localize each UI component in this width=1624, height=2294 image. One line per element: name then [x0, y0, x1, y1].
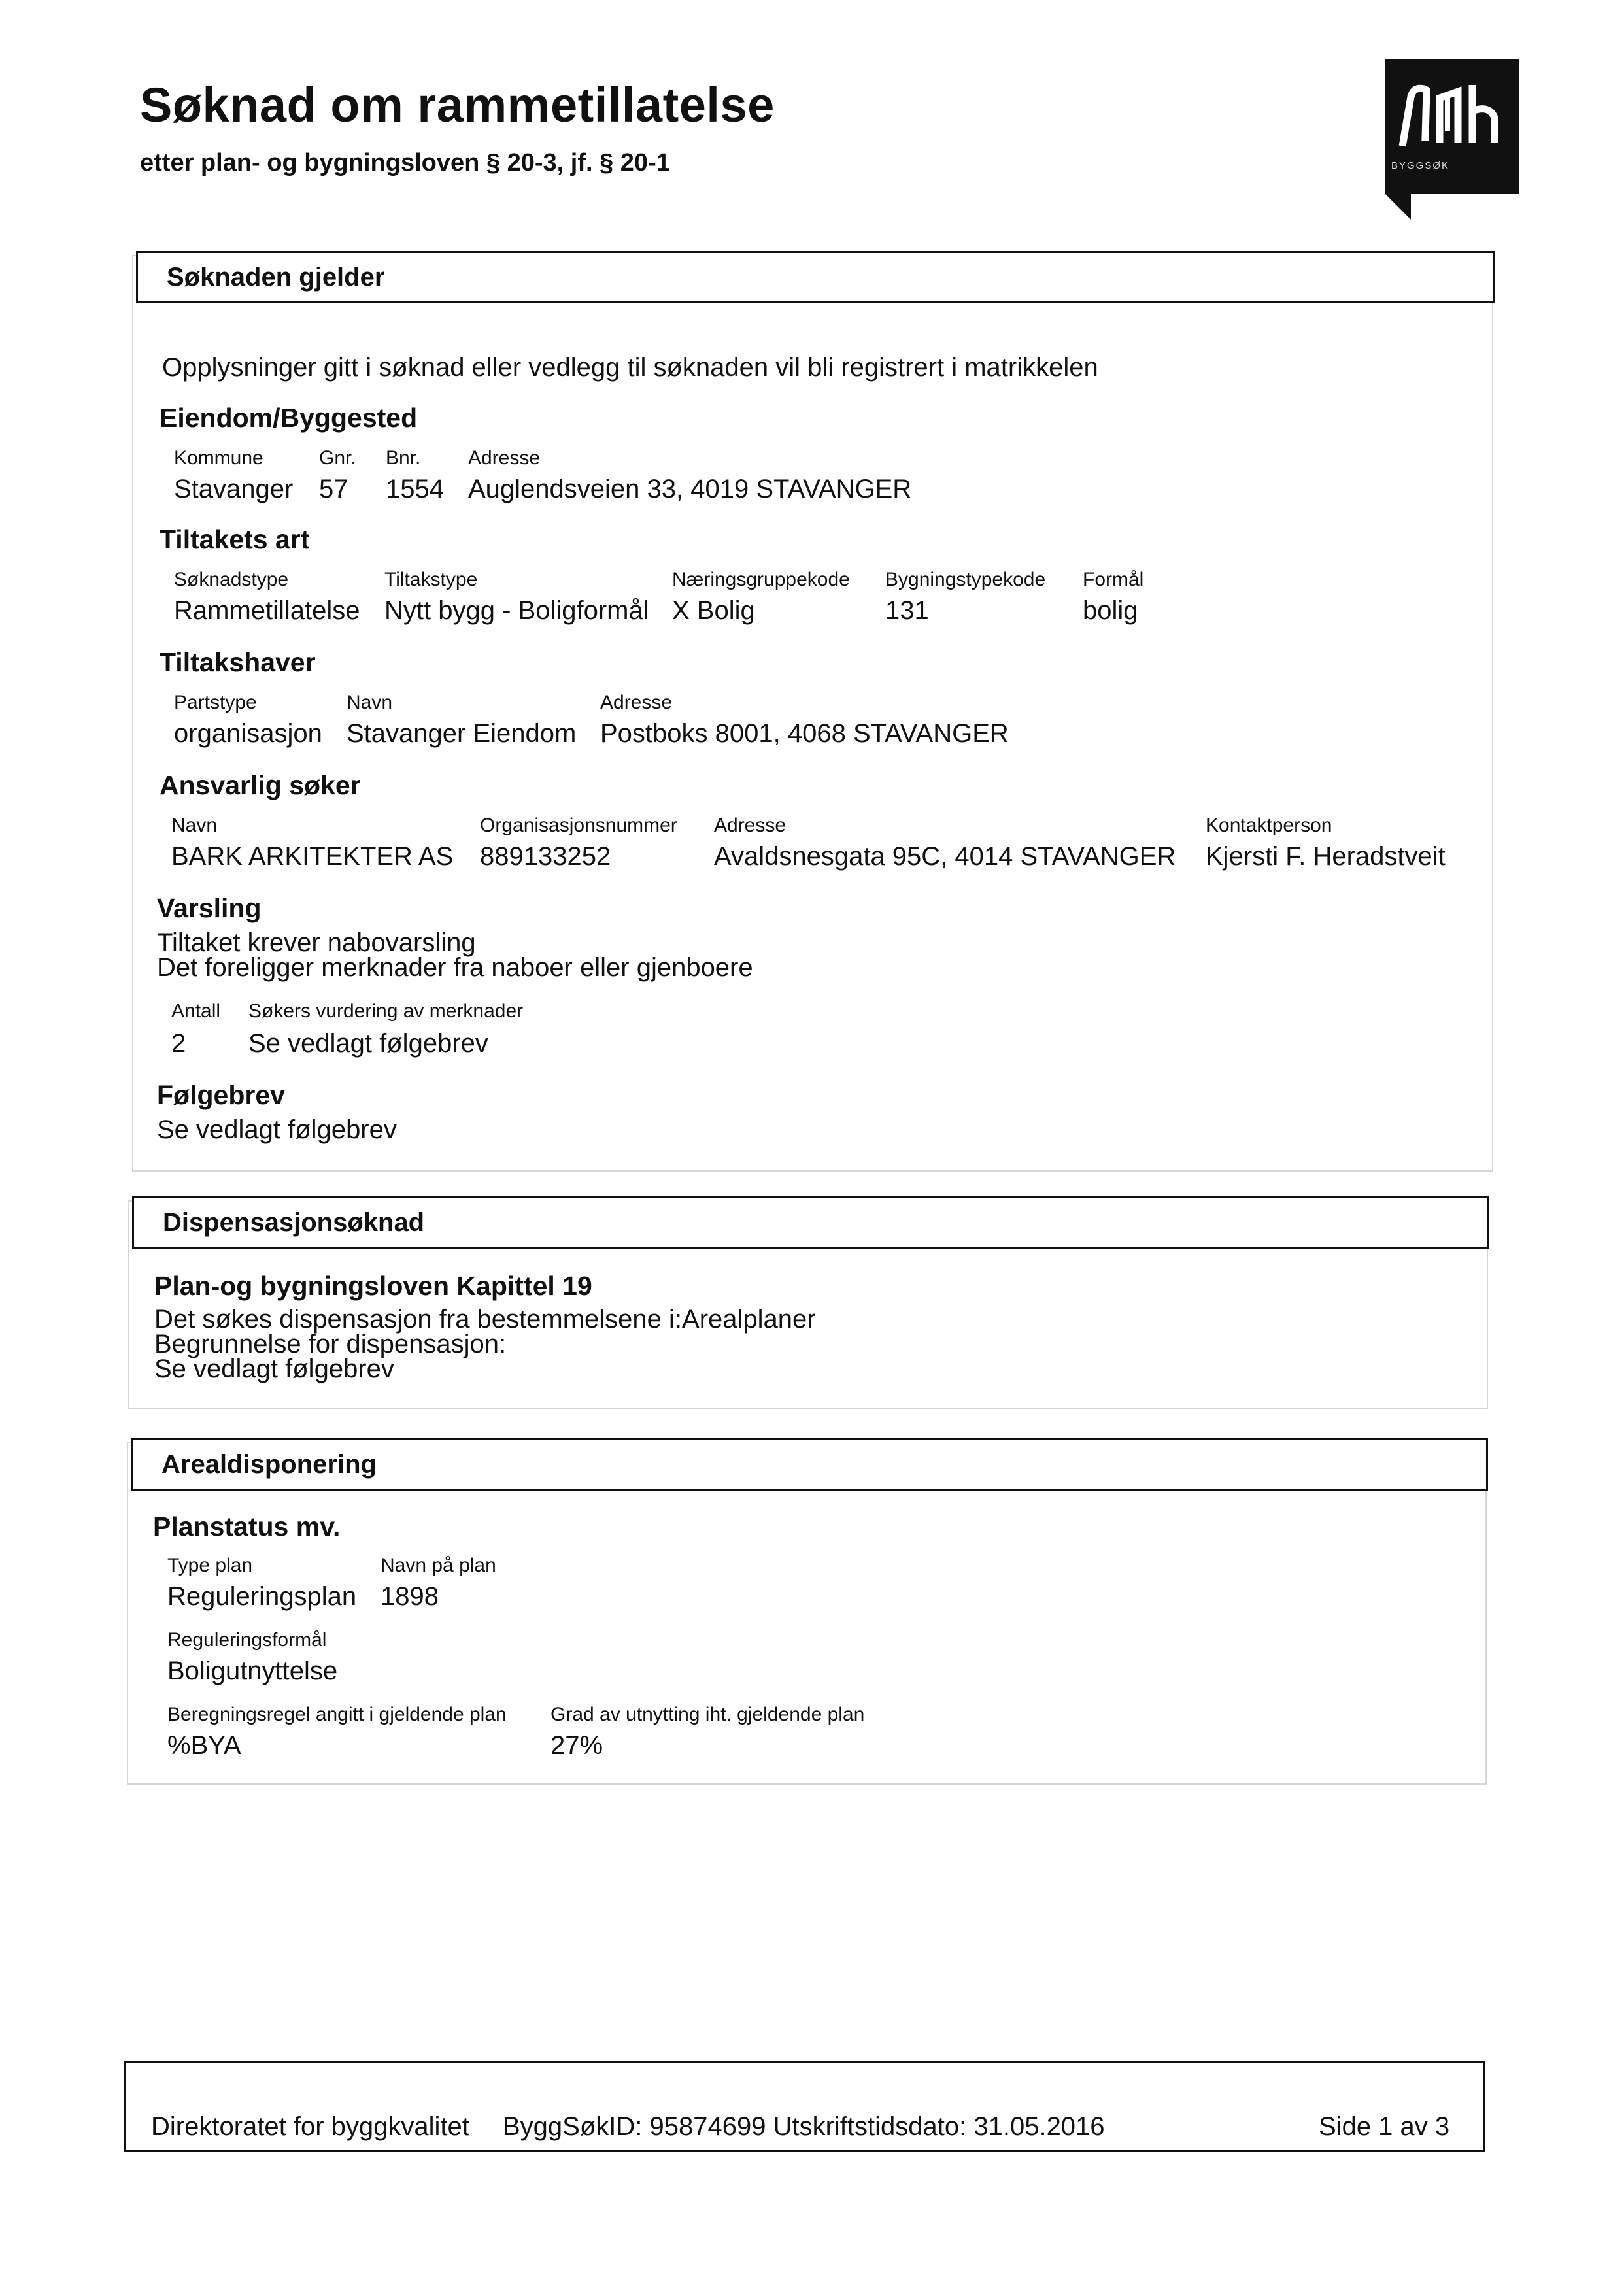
navn-plan-label: Navn på plan: [381, 1555, 496, 1576]
adresse-value: Auglendsveien 33, 4019 STAVANGER: [468, 475, 912, 503]
orgnr-value: 889133252: [480, 842, 611, 871]
soker-navn-label: Navn: [171, 815, 218, 836]
folgebrev-text: Se vedlagt følgebrev: [157, 1115, 397, 1144]
byggsok-logo: [1385, 59, 1519, 194]
bnr-label: Bnr.: [386, 447, 421, 469]
naeringsgruppekode-label: Næringsgruppekode: [672, 569, 850, 590]
footer-org: Direktoratet for byggkvalitet: [151, 2112, 469, 2141]
dispensasjon-header: Dispensasjonsøknad: [132, 1196, 1489, 1249]
varsling-heading: Varsling: [157, 893, 262, 923]
arealdisponering-header: Arealdisponering: [131, 1438, 1488, 1491]
orgnr-label: Organisasjonsnummer: [480, 815, 677, 836]
dispensasjon-line-3: Se vedlagt følgebrev: [154, 1355, 394, 1383]
dispensasjon-title: Plan-og bygningsloven Kapittel 19: [154, 1271, 592, 1301]
soker-navn-value: BARK ARKITEKTER AS: [171, 842, 454, 871]
tiltakshaver-navn-value: Stavanger Eiendom: [347, 719, 577, 748]
formal-label: Formål: [1083, 569, 1144, 590]
varsling-line-2: Det foreligger merknader fra naboer eller gjenboere: [157, 953, 753, 982]
folgebrev-heading: Følgebrev: [157, 1080, 285, 1110]
beregningsregel-value: %BYA: [167, 1731, 241, 1760]
adresse-label: Adresse: [468, 447, 541, 469]
planstatus-heading: Planstatus mv.: [153, 1511, 341, 1542]
document-title: Søknad om rammetillatelse: [140, 78, 775, 132]
gnr-value: 57: [319, 475, 348, 503]
gnr-label: Gnr.: [319, 447, 356, 469]
dispensasjon-line-2: Begrunnelse for dispensasjon:: [154, 1330, 507, 1358]
tiltakstype-label: Tiltakstype: [384, 569, 478, 590]
soker-adresse-value: Avaldsnesgata 95C, 4014 STAVANGER: [714, 842, 1176, 871]
soknadstype-value: Rammetillatelse: [174, 596, 360, 625]
logo-text: BYGGSØK: [1391, 160, 1450, 171]
footer-page-number: Side 1 av 3: [1319, 2112, 1450, 2141]
kommune-value: Stavanger: [174, 475, 294, 503]
kommune-label: Kommune: [174, 447, 263, 469]
type-plan-value: Reguleringsplan: [167, 1582, 357, 1611]
soknaden-gjelder-header: Søknaden gjelder: [136, 251, 1495, 303]
bygningstypekode-label: Bygningstypekode: [885, 569, 1046, 590]
ansvarlig-soker-heading: Ansvarlig søker: [160, 770, 361, 800]
tiltakshaver-adresse-value: Postboks 8001, 4068 STAVANGER: [600, 719, 1009, 748]
partstype-value: organisasjon: [174, 719, 322, 748]
naeringsgruppekode-value: X Bolig: [672, 596, 755, 625]
kontaktperson-label: Kontaktperson: [1206, 815, 1332, 836]
grad-label: Grad av utnytting iht. gjeldende plan: [550, 1704, 865, 1725]
antall-label: Antall: [171, 1000, 221, 1022]
varsling-line-1: Tiltaket krever nabovarsling: [157, 928, 476, 957]
tiltakets-art-heading: Tiltakets art: [160, 524, 310, 554]
kontaktperson-value: Kjersti F. Heradstveit: [1206, 842, 1446, 871]
tiltakstype-value: Nytt bygg - Boligformål: [384, 596, 649, 625]
soker-adresse-label: Adresse: [714, 815, 787, 836]
dispensasjon-line-1: Det søkes dispensasjon fra bestemmelsene i:Arealplaner: [154, 1305, 816, 1334]
bygningstypekode-value: 131: [885, 596, 929, 625]
intro-text: Opplysninger gitt i søknad eller vedlegg til søknaden vil bli registrert i matrikkelen: [162, 353, 1098, 382]
formal-value: bolig: [1083, 596, 1138, 625]
tiltakshaver-navn-label: Navn: [347, 692, 393, 713]
footer-ids: ByggSøkID: 95874699 Utskriftstidsdato: 31.05.2016: [503, 2112, 1105, 2141]
logo-tail: [1385, 194, 1411, 220]
tiltakshaver-heading: Tiltakshaver: [160, 647, 316, 677]
partstype-label: Partstype: [174, 692, 257, 713]
reguleringsformal-value: Boligutnyttelse: [167, 1657, 338, 1685]
navn-plan-value: 1898: [381, 1582, 439, 1611]
eiendom-heading: Eiendom/Byggested: [160, 403, 418, 433]
beregningsregel-label: Beregningsregel angitt i gjeldende plan: [167, 1704, 507, 1725]
document-subtitle: etter plan- og bygningsloven § 20-3, jf. § 20-1: [140, 149, 670, 177]
vurdering-value: Se vedlagt følgebrev: [248, 1029, 488, 1058]
antall-value: 2: [171, 1029, 186, 1058]
tiltakshaver-adresse-label: Adresse: [600, 692, 673, 713]
soknadstype-label: Søknadstype: [174, 569, 289, 590]
page-footer: [124, 2061, 1485, 2152]
arealdisponering-panel: [127, 1442, 1487, 1785]
type-plan-label: Type plan: [167, 1555, 253, 1576]
bnr-value: 1554: [386, 475, 444, 503]
grad-value: 27%: [550, 1731, 603, 1760]
byggsok-logo-icon: [1385, 59, 1519, 157]
vurdering-label: Søkers vurdering av merknader: [248, 1000, 524, 1022]
reguleringsformal-label: Reguleringsformål: [167, 1629, 327, 1651]
